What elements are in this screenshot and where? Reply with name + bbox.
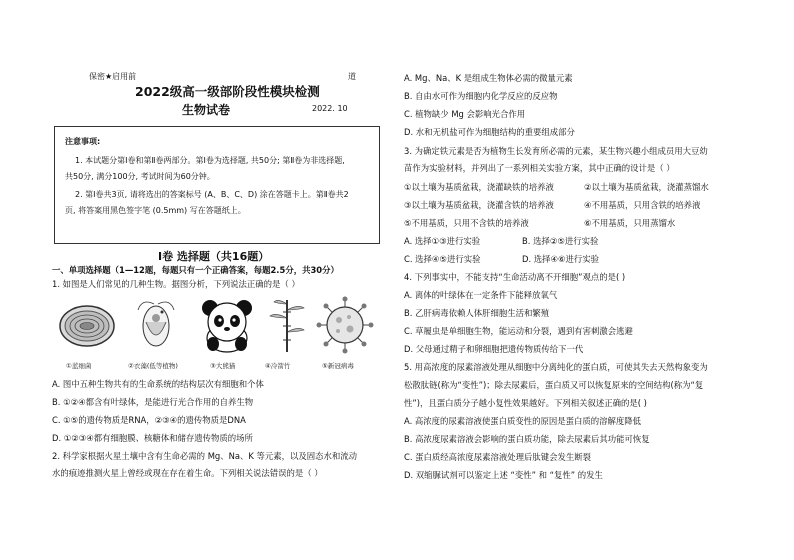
q5-stem-line: 5. 用高浓度的尿素溶液处理从细胞中分离纯化的蛋白质，可使其失去天然构象变为 [404,362,708,372]
q3-option-c: C. 选择④⑤进行实验 [404,254,481,264]
corner-mark: 道 [348,72,356,81]
q1-option-b: B. ①②④都含有叶绿体，是能进行光合作用的自养生物 [52,397,254,407]
q1-option-c: C. ①⑤的遗传物质是RNA，②③④的遗传物质是DNA [52,415,246,425]
q3-option-b: B. 选择②⑤进行实验 [522,236,599,246]
q3-option-d: D. 选择④⑥进行实验 [522,254,600,264]
figure-caption: ④冷箭竹 [265,362,291,370]
figure-caption: ①蓝细菌 [66,362,92,370]
chlamydomonas-illustration [128,296,186,354]
q4-option-a: A. 离体的叶绿体在一定条件下能释放氧气 [404,290,558,300]
q5-stem-line: 性”)，且蛋白质分子越小复性效果越好。下列相关叙述正确的是( ) [404,398,647,408]
exam-date: 2022. 10 [312,104,348,113]
q3-item: ④不用基质，只用含铁的培养液 [584,200,701,210]
q4-option-b: B. 乙肝病毒依赖人体肝细胞生活和繁殖 [404,308,550,318]
q2-option-a: A. Mg、Na、K 是组成生物体必需的微量元素 [404,73,573,83]
q5-stem-line: 松散肽链(称为“变性”)；除去尿素后，蛋白质又可以恢复原来的空间结构(称为“复 [404,380,704,390]
notice-box [54,126,380,244]
q2-stem-line: 水的痕迹推测火星上曾经或现在存在着生命。下列相关说法错误的是（ ） [52,468,323,478]
figure-caption: ⑤新冠病毒 [322,362,354,370]
q5-option-d: D. 双缩脲试剂可以鉴定上述 “变性” 和 “复性” 的发生 [404,470,603,480]
notice-line: 1. 本试题分第Ⅰ卷和第Ⅱ卷两部分。第Ⅰ卷为选择题, 共50分; 第Ⅱ卷为非选择题, [75,156,345,165]
panda-illustration [198,296,256,354]
q3-item: ③以土壤为基质盆栽，浇灌含铁的培养液 [404,200,554,210]
section-title: Ⅰ卷 选择题（共16题） [158,250,270,263]
q1-option-a: A. 图中五种生物共有的生命系统的结构层次有细胞和个体 [52,379,264,389]
q4-option-d: D. 父母通过精子和卵细胞把遗传物质传给下一代 [404,344,584,354]
q5-option-c: C. 蛋白质经高浓度尿素溶液处理后肽键会发生断裂 [404,452,592,462]
q3-item: ②以土壤为基质盆栽，浇灌蒸馏水 [584,182,709,192]
notice-line: 共50分, 满分100分, 考试时间为60分钟。 [65,172,215,181]
q3-stem-line: 苗作为实验材料，并列出了一系列相关实验方案，其中正确的设计是（ ） [404,163,675,173]
bamboo-illustration [258,296,316,354]
q3-item: ⑥不用基质，只用蒸馏水 [584,218,676,228]
exam-title: 2022级高一级部阶段性模块检测 [135,84,320,99]
q5-option-a: A. 高浓度的尿素溶液使蛋白质变性的原因是蛋白质的溶解度降低 [404,416,642,426]
q3-item: ⑤不用基质，只用不含铁的培养液 [404,218,529,228]
secret-tag: 保密★启用前 [89,72,137,81]
cyanobacteria-illustration [58,296,116,354]
figure-caption: ③大熊猫 [210,362,236,370]
q2-option-d: D. 水和无机盐可作为细胞结构的重要组成部分 [404,127,575,137]
figure-caption: ②衣藻(低等植物) [128,362,178,370]
q1-stem: 1. 如图是人们常见的几种生物。据图分析，下列说法正确的是（ ） [52,279,300,289]
subject-title: 生物试卷 [182,103,231,117]
part-one-instructions: 一、单项选择题（1—12题，每题只有一个正确答案，每题2.5分，共30分） [52,265,339,275]
q1-option-d: D. ①②③④都有细胞膜、核糖体和储存遗传物质的场所 [52,433,253,443]
q3-stem-line: 3. 为确定铁元素是否为植物生长发育所必需的元素，某生物兴趣小组成员用大豆幼 [404,146,708,156]
q2-stem-line: 2. 科学家根据火星土壤中含有生命必需的 Mg、Na、K 等元素，以及固态水和流动 [52,451,358,461]
coronavirus-illustration [316,296,374,354]
notice-title: 注意事项: [65,137,101,146]
q2-option-b: B. 自由水可作为细胞内化学反应的反应物 [404,91,558,101]
notice-line: 2. 第Ⅰ卷共3页, 请将选出的答案标号 (A、B、C、D) 涂在答题卡上。第Ⅱ卷共2 [75,190,349,199]
notice-line: 页, 将答案用黑色签字笔 (0.5mm) 写在答题纸上。 [65,206,246,215]
q4-stem: 4. 下列事实中，不能支持“生命活动离不开细胞”观点的是( ) [404,272,626,282]
q3-option-a: A. 选择①③进行实验 [404,236,481,246]
q2-option-c: C. 植物缺少 Mg 会影响光合作用 [404,109,526,119]
q5-option-b: B. 高浓度尿素溶液会影响的蛋白质功能，除去尿素后其功能可恢复 [404,434,650,444]
q4-option-c: C. 草履虫是单细胞生物，能运动和分裂，遇到有害刺激会逃避 [404,326,633,336]
q3-item: ①以土壤为基质盆栽，浇灌缺铁的培养液 [404,182,554,192]
